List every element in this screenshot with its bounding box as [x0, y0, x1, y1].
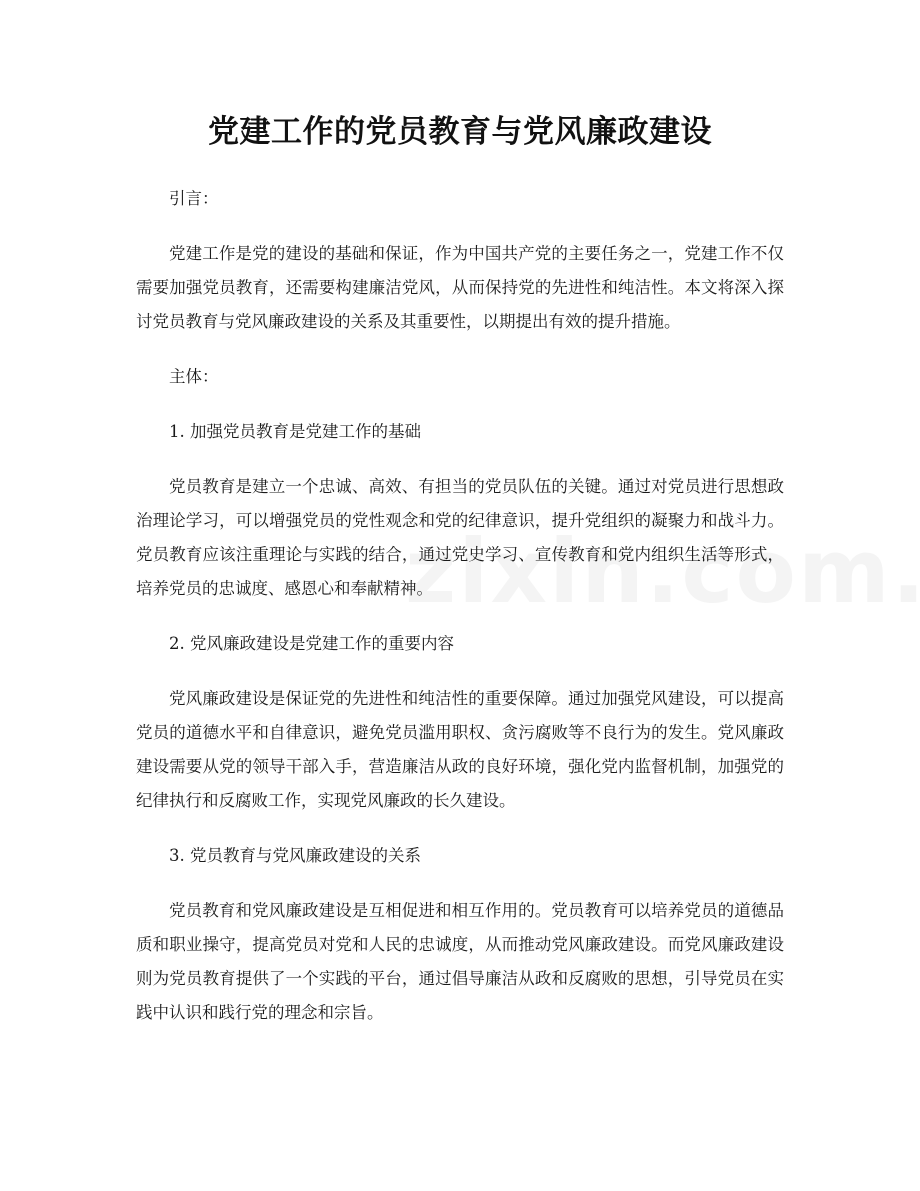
intro-heading: 引言：: [169, 189, 219, 208]
main-heading: 主体：: [169, 367, 219, 386]
section-3-heading: 3. 党员教育与党风廉政建设的关系: [169, 846, 421, 865]
document-body: [136, 182, 784, 1051]
section-3-paragraph: 党员教育和党风廉政建设是互相促进和相互作用的。党员教育可以培养党员的道德品质和职业操守，提高党员对党和人民的忠诚度，从而推动党风廉政建设。而党风廉政建设则为党员教育提供了一个实践的平台，通过倡导廉洁从政和反腐败的思想，引导党员在实践中认识和践行党的理念和宗旨。: [136, 901, 784, 1022]
section-1-paragraph: 党员教育是建立一个忠诚、高效、有担当的党员队伍的关键。通过对党员进行思想政治理论学习，可以增强党员的党性观念和党的纪律意识，提升党组织的凝聚力和战斗力。党员教育应该注重理论与实践的结合，通过党史学习、宣传教育和党内组织生活等形式，培养党员的忠诚度、感恩心和奉献精神。: [136, 477, 784, 598]
section-1-heading: 1. 加强党员教育是党建工作的基础: [169, 422, 421, 441]
intro-paragraph: 党建工作是党的建设的基础和保证，作为中国共产党的主要任务之一，党建工作不仅需要加强党员教育，还需要构建廉洁党风，从而保持党的先进性和纯洁性。本文将深入探讨党员教育与党风廉政建设的关系及其重要性，以期提出有效的提升措施。: [136, 244, 784, 331]
document-title: 党建工作的党员教育与党风廉政建设: [208, 114, 712, 150]
section-2-heading: 2. 党风廉政建设是党建工作的重要内容: [169, 634, 454, 653]
section-2-paragraph: 党风廉政建设是保证党的先进性和纯洁性的重要保障。通过加强党风建设，可以提高党员的道德水平和自律意识，避免党员滥用职权、贪污腐败等不良行为的发生。党风廉政建设需要从党的领导干部入手，营造廉洁从政的良好环境，强化党内监督机制，加强党的纪律执行和反腐败工作，实现党风廉政的长久建设。: [136, 689, 784, 810]
